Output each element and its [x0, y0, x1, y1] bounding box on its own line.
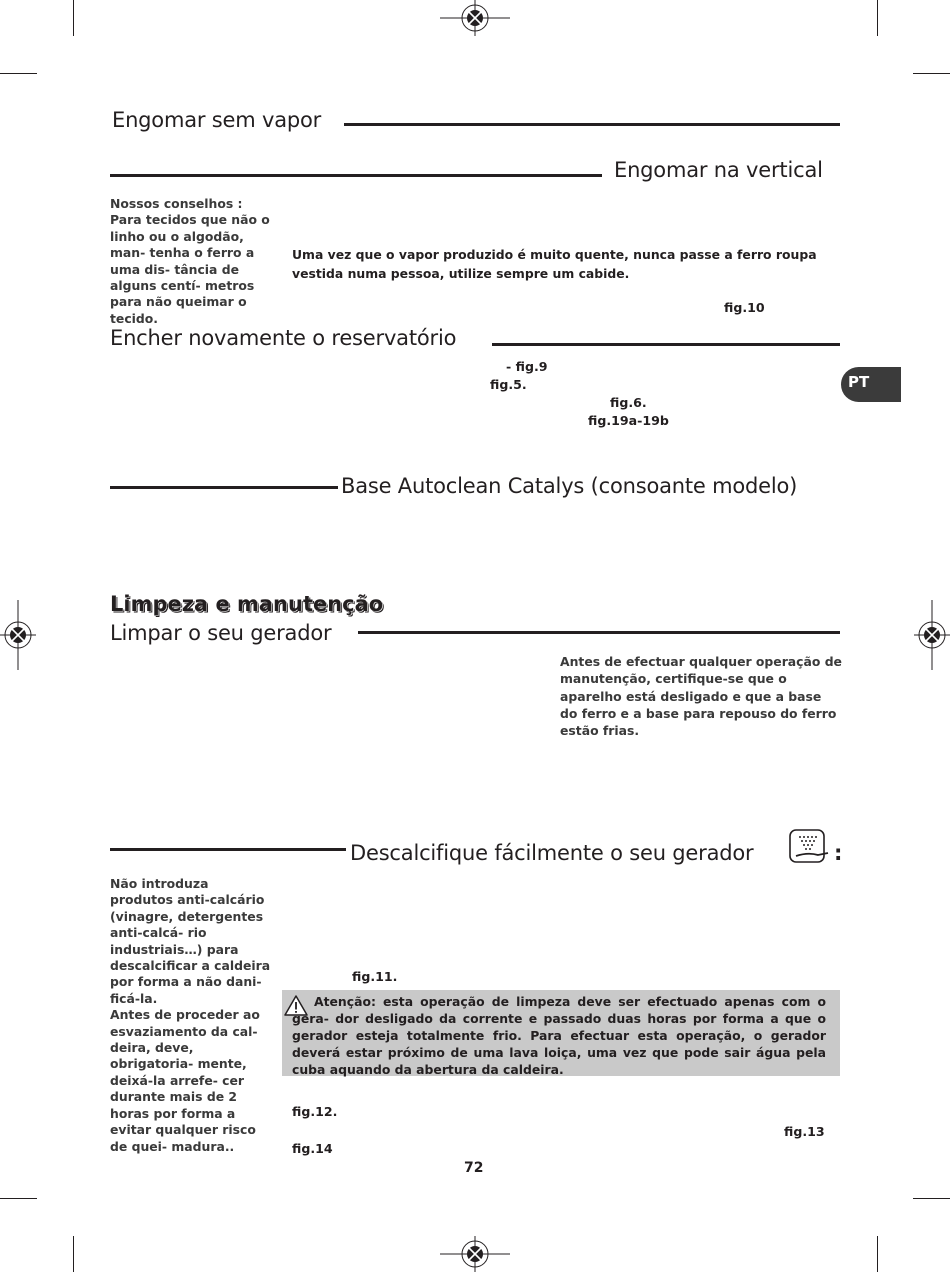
fig-ref-19: fig.19a-19b [588, 413, 669, 428]
heading-rule [110, 848, 346, 851]
page-number: 72 [464, 1160, 484, 1176]
registration-mark-icon [440, 0, 510, 36]
crop-mark [0, 73, 37, 74]
fig-ref-14: fig.14 [292, 1141, 333, 1156]
fig-ref-9: - fig.9 [506, 359, 548, 374]
section-title-limpeza: Limpeza e manutenção [110, 592, 384, 616]
registration-mark-icon [914, 600, 950, 670]
crop-mark [73, 1236, 74, 1272]
fig-ref-5: fig.5. [490, 377, 527, 392]
heading-engomar-sem-vapor: Engomar sem vapor [112, 108, 322, 132]
heading-rule [492, 343, 840, 346]
body-text-vapor-quente: Uma vez que o vapor produzido é muito quente, nunca passe a ferro roupa vestida numa pessoa, utilize sempre um cabide. [292, 247, 817, 281]
sidebar-paragraph: Não introduza produtos anti-calcário (vinagre, detergentes anti-calcá- rio industriais…) para descalcificar a caldeira por forma a não dani- ficá-la. [110, 876, 271, 1006]
heading-base-autoclean: Base Autoclean Catalys (consoante modelo) [341, 474, 798, 498]
heading-rule [358, 631, 840, 634]
crop-mark [913, 1198, 950, 1199]
crop-mark [877, 1236, 878, 1272]
descale-tank-icon [788, 829, 832, 867]
registration-mark-icon [440, 1236, 510, 1272]
language-tab: PT [841, 367, 901, 402]
crop-mark [0, 1198, 37, 1199]
sidebar-tip-conselhos: Nossos conselhos : Para tecidos que não o linho ou o algodão, man- tenha o ferro a uma dis- tância de alguns centí- metros para não queimar o tecido. [110, 196, 270, 326]
warning-body: Atenção: esta operação de limpeza deve ser efectuado apenas com o gera- dor desligado da corrente e passado duas horas por forma a que o gerador esteja totalmente frio. Para efectuar esta operação, o gerador deverá estar próximo de uma lava loiça, uma vez que pode sair água pela cuba aquando da abertura da caldeira. [292, 994, 826, 1077]
crop-mark [73, 0, 74, 36]
heading-rule [110, 486, 338, 489]
registration-mark-icon [0, 600, 36, 670]
body-text-antes-manutencao: Antes de efectuar qualquer operação de manutenção, certifique-se que o aparelho está desligado e que a base do ferro e a base para repouso do ferro estão frias. [560, 654, 842, 739]
heading-rule [344, 123, 840, 126]
fig-ref-6: fig.6. [610, 395, 647, 410]
fig-ref-12: fig.12. [292, 1104, 338, 1119]
heading-engomar-na-vertical: Engomar na vertical [614, 158, 823, 182]
heading-descalcifique: Descalcifique fácilmente o seu gerador [350, 841, 754, 865]
sidebar-tip-nao-introduza [110, 876, 274, 1155]
crop-mark [913, 73, 950, 74]
fig-ref-13: fig.13 [784, 1124, 825, 1139]
heading-limpar-gerador: Limpar o seu gerador [110, 621, 332, 645]
warning-text [292, 993, 826, 1078]
heading-colon: : [834, 841, 843, 865]
heading-encher-reservatorio: Encher novamente o reservatório [110, 326, 457, 350]
crop-mark [877, 0, 878, 36]
fig-ref-11: fig.11. [352, 969, 398, 984]
heading-rule [110, 174, 602, 177]
fig-ref-10: fig.10 [724, 300, 765, 315]
sidebar-paragraph: Antes de proceder ao esvaziamento da cal- deira, deve, obrigatoria- mente, deixá-la arrefe- cer durante mais de 2 horas por forma a evitar qualquer risco de quei- madura.. [110, 1007, 260, 1154]
